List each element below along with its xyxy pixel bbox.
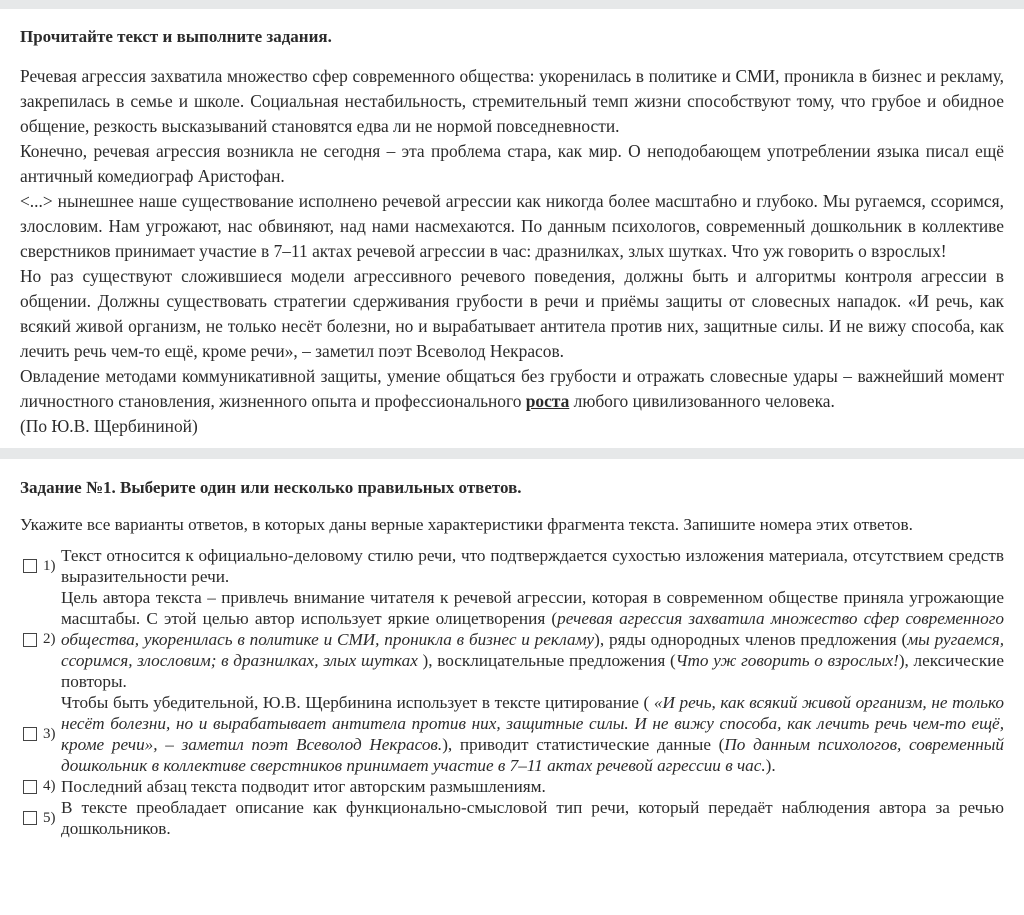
answer-checkbox[interactable]	[23, 633, 37, 647]
answer-checkbox[interactable]	[23, 780, 37, 794]
answer-option	[20, 545, 1004, 587]
task-heading: Задание №1. Выберите один или несколько правильных ответов.	[20, 478, 522, 497]
answer-text-segment: ), ряды однородных членов предложения (	[594, 630, 908, 649]
answer-text	[61, 545, 1004, 587]
answer-option-lead	[20, 631, 61, 648]
section-divider-band	[0, 448, 1024, 459]
article-paragraph: Но раз существуют сложившиеся модели агрессивного речевого поведения, должны быть и алгоритмы контроля агрессии в общении. Должны существовать стратегии сдерживания грубости в речи и приёмы защиты от словесных нападок. «И речь, как всякий живой организм, не только несёт болезни, но и вырабатывает антитела против них, защитные силы. И не вижу способа, как лечить речь чем-то ещё, кроме речи», – заметил поэт Всеволод Некрасов.	[20, 266, 1004, 361]
top-divider-band	[0, 0, 1024, 9]
article-text	[20, 64, 1004, 439]
article-paragraph: Речевая агрессия захватила множество сфер современного общества: укоренилась в политике и СМИ, проникла в бизнес и рекламу, закрепилась в семье и школе. Социальная нестабильность, стремительный темп жизни способствуют тому, что грубое и обидное общение, резкость высказываний становятся едва ли не нормой повседневности.	[20, 66, 1004, 136]
answer-option	[20, 692, 1004, 776]
quoted-example: По данным психологов, современный дошкольник в коллективе сверстников принимает участие в 7–11 актах речевой агрессии в час.	[61, 735, 1004, 775]
article-paragraph: Конечно, речевая агрессия возникла не сегодня – эта проблема стара, как мир. О неподобающем употреблении языка писал ещё античный комедиограф Аристофан.	[20, 141, 1004, 186]
quoted-example: «И речь, как всякий живой организм, не только несёт болезни, но и вырабатывает антитела против них, защитные силы. И не вижу способа, как лечить речь чем-то ещё, кроме речи», – заметил поэт Всеволод Некрасов.	[61, 693, 1004, 754]
answer-text-segment: ), приводит статистические данные (	[442, 735, 725, 754]
answer-number: 4)	[43, 778, 56, 794]
answer-option-lead	[20, 558, 61, 575]
highlighted-word: роста	[525, 391, 570, 411]
answer-checkbox[interactable]	[23, 559, 37, 573]
answer-text	[61, 776, 1004, 797]
answer-text-segment: Чтобы быть убедительной, Ю.В. Щербинина использует в тексте цитирование (	[61, 693, 654, 712]
answer-option	[20, 797, 1004, 839]
article-paragraph: <...> нынешнее наше существование исполнено речевой агрессии как никогда более масштабно и глубоко. Мы ругаемся, ссоримся, злословим. Нам угрожают, нас обвиняют, над нами насмехаются. По данным психологов, современный дошкольник в коллективе сверстников принимает участие в 7–11 актах речевой агрессии в час: дразнилках, злых шутках. Что уж говорить о взрослых!	[20, 191, 1004, 261]
answer-text-segment: Текст относится к официально-деловому стилю речи, что подтверждается сухостью изложения материала, отсутствием средств выразительности речи.	[61, 546, 1004, 586]
answer-number: 5)	[43, 809, 56, 826]
answer-text-segment: ), лексические повторы.	[61, 651, 1004, 691]
attribution: (По Ю.В. Щербининой)	[20, 416, 198, 436]
answer-text-segment: Цель автора текста – привлечь внимание читателя к речевой агрессии, которая в современном обществе приняла угрожающие масштабы. С этой целью автор использует яркие олицетворения (	[61, 588, 1004, 628]
answer-checkbox[interactable]	[23, 727, 37, 741]
answer-text	[61, 797, 1004, 839]
answer-option	[20, 587, 1004, 692]
answer-text	[61, 692, 1004, 776]
answer-text-segment: ), восклицательные предложения (	[417, 651, 676, 670]
answer-number: 3)	[43, 725, 56, 742]
answer-number: 1)	[43, 557, 56, 574]
article-text-after: любого цивилизованного человека.	[569, 391, 835, 411]
article-paragraph-last	[20, 364, 1004, 414]
reading-heading: Прочитайте текст и выполните задания.	[20, 27, 332, 46]
answer-number: 2)	[43, 631, 56, 647]
answer-checkbox[interactable]	[23, 811, 37, 825]
answer-option	[20, 776, 1004, 797]
answer-text	[61, 587, 1004, 692]
answer-text-segment: В тексте преобладает описание как функционально-смысловой тип речи, который передаёт наблюдения автора за речью дошкольников.	[61, 798, 1004, 838]
reading-text-section	[0, 9, 1024, 439]
quoted-example: речевая агрессия захватила множество сфер современного общества, укоренилась в политике и СМИ, проникла в бизнес и рекламу	[61, 609, 1004, 649]
task-instruction: Укажите все варианты ответов, в которых даны верные характеристики фрагмента текста. Запишите номера этих ответов.	[20, 515, 913, 534]
answer-text-segment: ).	[765, 756, 776, 775]
quoted-example: мы ругаемся, ссоримся, злословим; в дразнилках, злых шутках	[61, 630, 1004, 670]
task-section	[0, 459, 1024, 839]
answer-option-lead	[20, 778, 61, 795]
answer-options-list	[20, 545, 1004, 839]
answer-option-lead	[20, 726, 61, 743]
quoted-example: Что уж говорить о взрослых!	[675, 651, 899, 670]
answer-option-lead	[20, 810, 61, 827]
article-text-before: Овладение методами коммуникативной защиты, умение общаться без грубости и отражать словесные удары – важнейший момент личностного становления, жизненного опыта и профессионального	[20, 366, 1004, 411]
answer-text-segment: Последний абзац текста подводит итог авторским размышлениям.	[61, 777, 546, 796]
